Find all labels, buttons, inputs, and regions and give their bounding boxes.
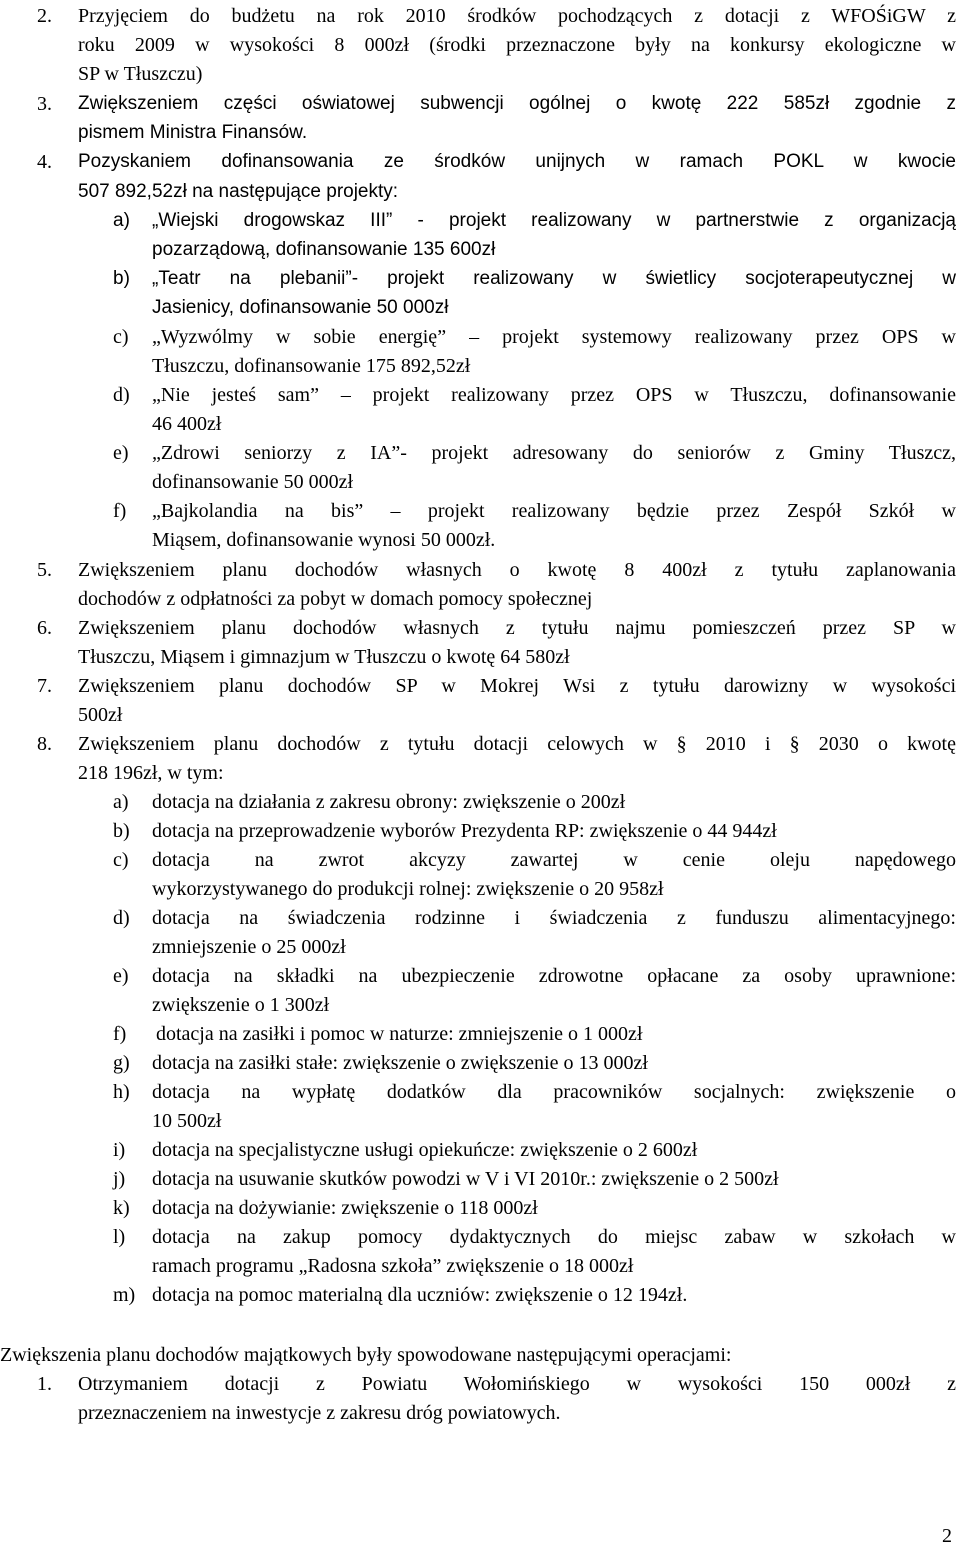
sub-letter: a): [113, 210, 130, 231]
sub-letter: a): [113, 791, 129, 813]
sub-text: Miąsem, dofinansowanie wynosi 50 000zł.: [152, 529, 496, 551]
item-text: Zwiększeniem części oświatowej subwencji ogólnej o kwotę 222 585zł zgodnie z: [78, 93, 956, 114]
item-text: SP w Tłuszczu): [78, 63, 203, 85]
item-text: pismem Ministra Finansów.: [78, 122, 308, 143]
sub-letter: c): [113, 849, 129, 871]
sub-letter: e): [113, 442, 129, 464]
sub-text: „Zdrowi seniorzy z IA”- projekt adresowany do seniorów z Gminy Tłuszcz,: [152, 442, 956, 464]
sub-text: dotacja na dożywianie: zwiększenie o 118 000zł: [152, 1197, 538, 1219]
item-text: Pozyskaniem dofinansowania ze środków unijnych w ramach POKL w kwocie: [78, 151, 956, 172]
sub-text: dotacja na świadczenia rodzinne i świadczenia z funduszu alimentacyjnego:: [152, 907, 956, 929]
item-number: 5.: [37, 559, 52, 581]
sub-letter: m): [113, 1284, 136, 1306]
sub-text: dotacja na działania z zakresu obrony: zwiększenie o 200zł: [152, 791, 626, 813]
sub-text: 46 400zł: [152, 413, 222, 435]
sub-text: dotacja na usuwanie skutków powodzi w V i VI 2010r.: zwiększenie o 2 500zł: [152, 1168, 779, 1190]
item-text: 507 892,52zł na następujące projekty:: [78, 181, 399, 202]
page-number: 2: [942, 1525, 952, 1547]
item-number: 3.: [37, 93, 52, 115]
item-text: 500zł: [78, 704, 123, 726]
sub-text: „Wiejski drogowskaz III” - projekt realizowany w partnerstwie z organizacją: [152, 210, 956, 231]
sub-text: dotacja na zwrot akcyzy zawartej w cenie oleju napędowego: [152, 849, 956, 871]
item-text: Zwiększeniem planu dochodów SP w Mokrej Wsi z tytułu darowizny w wysokości: [78, 675, 956, 697]
item-text: 218 196zł, w tym:: [78, 762, 224, 784]
sub-text: Tłuszczu, dofinansowanie 175 892,52zł: [152, 355, 471, 377]
sub-letter: d): [113, 384, 130, 406]
sub-letter: b): [113, 268, 130, 289]
item-number: 2.: [37, 5, 52, 27]
sub-letter: k): [113, 1197, 130, 1219]
sub-letter: b): [113, 820, 130, 842]
sub-letter: f): [113, 500, 127, 522]
sub-text: dotacja na zakup pomocy dydaktycznych do miejsc zabaw w szkołach w: [152, 1226, 956, 1248]
sub-text: 10 500zł: [152, 1110, 222, 1132]
item-number: 4.: [37, 151, 52, 173]
sub-text: zmniejszenie o 25 000zł: [152, 936, 346, 958]
item-text: Przyjęciem do budżetu na rok 2010 środków pochodzących z dotacji z WFOŚiGW z: [78, 5, 956, 27]
item-number: 1.: [37, 1373, 52, 1395]
sub-text: dofinansowanie 50 000zł: [152, 471, 354, 493]
sub-text: dotacja na specjalistyczne usługi opiekuńcze: zwiększenie o 2 600zł: [152, 1139, 698, 1161]
sub-letter: e): [113, 965, 129, 987]
sub-text: pozarządową, dofinansowanie 135 600zł: [152, 239, 496, 260]
item-number: 6.: [37, 617, 52, 639]
sub-text: dotacja na pomoc materialną dla uczniów: zwiększenie o 12 194zł.: [152, 1284, 688, 1306]
sub-text: dotacja na zasiłki stałe: zwiększenie o zwiększenie o 13 000zł: [152, 1052, 648, 1074]
sub-text: dotacja na składki na ubezpieczenie zdrowotne opłacane za osoby uprawnione:: [152, 965, 956, 987]
sub-text: „Wyzwólmy w sobie energię” – projekt systemowy realizowany przez OPS w: [152, 326, 956, 348]
item-number: 7.: [37, 675, 52, 697]
sub-text: dotacja na wypłatę dodatków dla pracowników socjalnych: zwiększenie o: [152, 1081, 956, 1103]
item-text: roku 2009 w wysokości 8 000zł (środki przeznaczone były na konkursy ekologiczne w: [78, 34, 956, 56]
sub-text: „Teatr na plebanii”- projekt realizowany w świetlicy socjoterapeutycznej w: [152, 268, 956, 289]
sub-text: zwiększenie o 1 300zł: [152, 994, 330, 1016]
sub-letter: h): [113, 1081, 130, 1103]
sub-text: wykorzystywanego do produkcji rolnej: zwiększenie o 20 958zł: [152, 878, 664, 900]
item-text: Otrzymaniem dotacji z Powiatu Wołomińskiego w wysokości 150 000zł z: [78, 1373, 956, 1395]
sub-letter: l): [113, 1226, 126, 1248]
sub-text: „Bajkolandia na bis” – projekt realizowany będzie przez Zespół Szkół w: [152, 500, 956, 522]
sub-letter: c): [113, 326, 129, 348]
item-text: dochodów z odpłatności za pobyt w domach pomocy społecznej: [78, 588, 593, 610]
item-text: Zwiększeniem planu dochodów własnych o kwotę 8 400zł z tytułu zaplanowania: [78, 559, 956, 581]
item-text: Zwiększeniem planu dochodów własnych z tytułu najmu pomieszczeń przez SP w: [78, 617, 956, 639]
item-text: Zwiększeniem planu dochodów z tytułu dotacji celowych w § 2010 i § 2030 o kwotę: [78, 733, 956, 755]
item-text: Tłuszczu, Miąsem i gimnazjum w Tłuszczu o kwotę 64 580zł: [78, 646, 570, 668]
item-number: 8.: [37, 733, 52, 755]
sub-text: Jasienicy, dofinansowanie 50 000zł: [152, 297, 449, 318]
item-text: przeznaczeniem na inwestycje z zakresu dróg powiatowych.: [78, 1402, 561, 1424]
sub-letter: f): [113, 1023, 127, 1045]
sub-text: ramach programu „Radosna szkoła” zwiększenie o 18 000zł: [152, 1255, 634, 1277]
sub-letter: d): [113, 907, 130, 929]
sub-text: dotacja na przeprowadzenie wyborów Prezydenta RP: zwiększenie o 44 944zł: [152, 820, 777, 842]
sub-letter: j): [113, 1168, 126, 1190]
sub-letter: g): [113, 1052, 130, 1074]
sub-text: dotacja na zasiłki i pomoc w naturze: zmniejszenie o 1 000zł: [156, 1023, 643, 1045]
heading-text: Zwiększenia planu dochodów majątkowych były spowodowane następującymi operacjami:: [0, 1344, 732, 1366]
sub-letter: i): [113, 1139, 126, 1161]
sub-text: „Nie jesteś sam” – projekt realizowany przez OPS w Tłuszczu, dofinansowanie: [152, 384, 956, 406]
